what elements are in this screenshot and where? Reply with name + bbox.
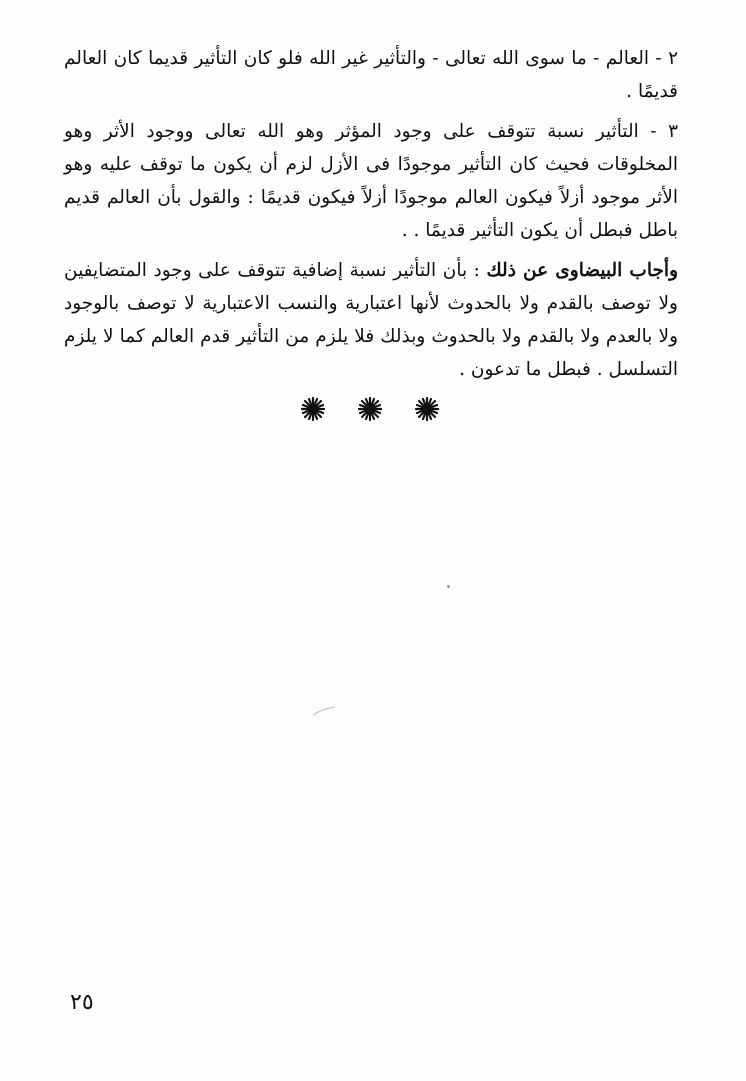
scan-speck [447,585,450,588]
paragraph-text: : بأن التأثير نسبة إضافية تتوقف على وجود المتضايفين ولا توصف بالقدم ولا بالحدوث لأنها اعتبارية والنسب الاعتبارية لا توصف بالوجود ولا بالعدم ولا بالقدم ولا بالحدوث وبذلك فلا يلزم من التأثير قدم العالم كما لا يلزم التسلسل . فبطل ما تدعون . [64,260,678,380]
body-text [64,42,678,393]
paragraph-point-3 [64,115,678,247]
asterisk-star-icon [357,396,383,422]
paragraph-text: ٢ - العالم - ما سوى الله تعالى - والتأثير غير الله فلو كان التأثير قديما كان العالم قديمًا . [64,48,678,102]
section-divider-ornaments [300,396,440,422]
scan-mark [312,705,336,717]
paragraph-baydawi-reply [64,254,678,386]
asterisk-star-icon [300,396,326,422]
asterisk-star-icon [414,396,440,422]
page-number: ٢٥ [70,990,94,1015]
paragraph-text: ٣ - التأثير نسبة تتوقف على وجود المؤثر وهو الله تعالى ووجود الأثر وهو المخلوقات فحيث كان التأثير موجودًا فى الأزل لزم أن يكون ما توقف عليه وهو الأثر موجود أزلاً فيكون العالم موجودًا أزلاً فيكون قديمًا : والقول بأن العالم قديم باطل فبطل أن يكون التأثير قديمًا . . [64,121,678,241]
paragraph-lead-heading: وأجاب البيضاوى عن ذلك [486,260,678,281]
paragraph-point-2 [64,42,678,108]
